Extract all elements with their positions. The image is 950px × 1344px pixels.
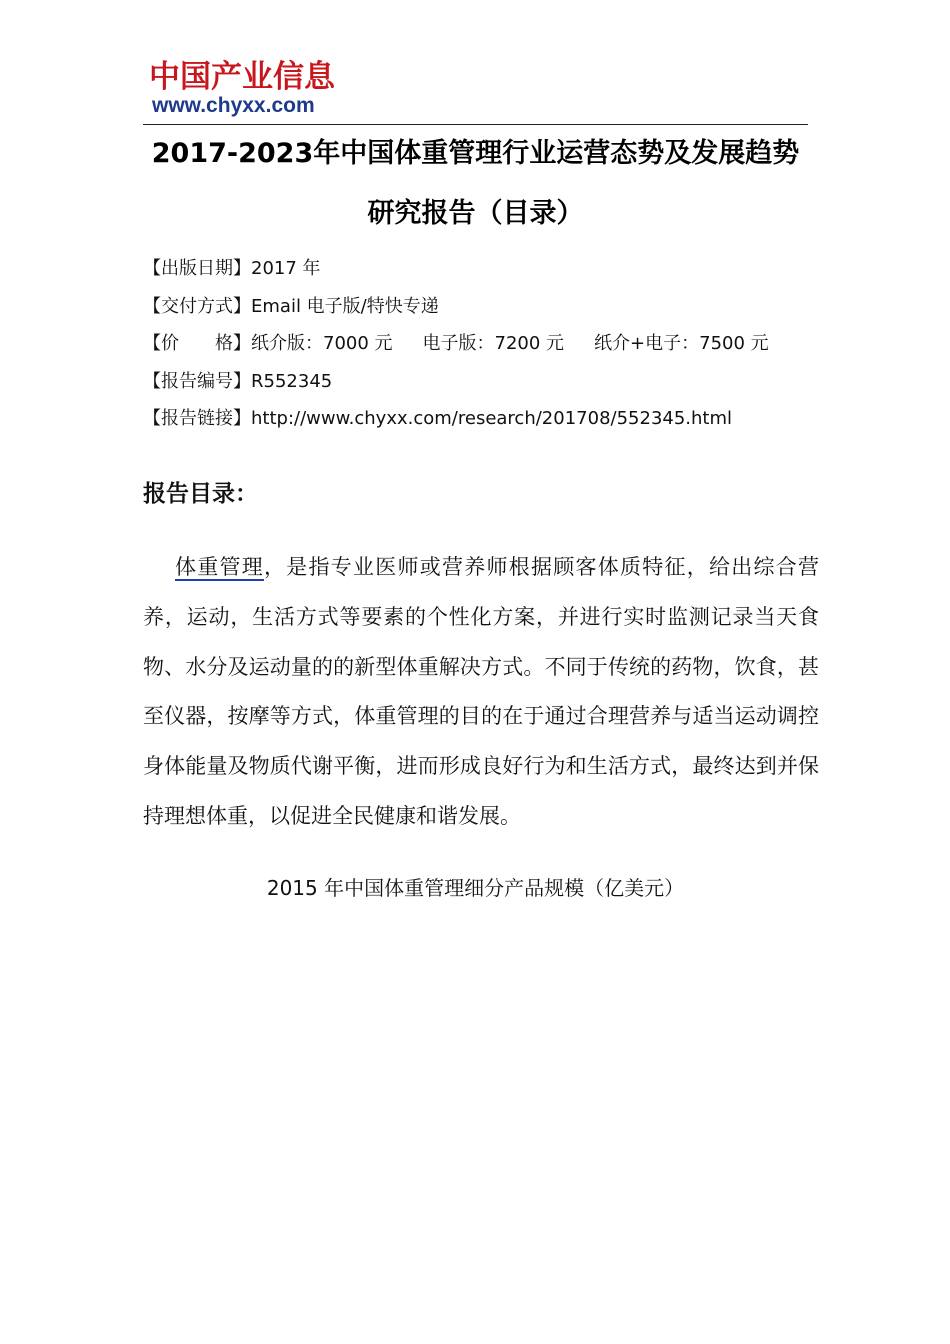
document-title [143,124,808,244]
report-meta [143,250,823,438]
meta-row-report-no [143,363,823,401]
meta-date-value: 2017 年 [251,258,321,279]
title-line-1: 2017-2023年中国体重管理行业运营态势及发展趋势 [151,138,800,169]
intro-text: ，是指专业医师或营养师根据顾客体质特征，给出综合营养，运动，生活方式等要素的个性化方案，并进行实时监测记录当天食物、水分及运动量的的新型体重解决方式。不同于传统的药物，饮食，甚至仪器，按摩等方式，体重管理的目的在于通过合理营养与适当运动调控身体能量及物质代谢平衡，进而形成良好行为和生活方式，最终达到并保持理想体重，以促进全民健康和谐发展。 [143,555,819,828]
intro-term-link[interactable]: 体重管理 [175,555,264,579]
site-logo[interactable] [143,52,353,124]
meta-report-no-label: 【报告编号】 [143,370,251,392]
meta-price-label: 【价 格】 [143,333,251,354]
meta-report-link-value[interactable]: http://www.chyxx.com/research/201708/552345.html [251,408,733,429]
meta-row-delivery [143,288,823,326]
section-heading: 报告目录： [143,481,258,507]
meta-delivery-value: Email 电子版/特快专递 [251,295,439,317]
meta-delivery-label: 【交付方式】 [143,295,251,317]
meta-row-date [143,250,823,288]
meta-date-label: 【出版日期】 [143,258,251,279]
logo-chinese-text: 中国产业信息 [149,59,335,95]
meta-price-paper: 纸介版：7000 元 [251,333,393,354]
meta-row-report-link [143,400,823,438]
figure-caption: 2015 年中国体重管理细分产品规模（亿美元） [266,876,685,900]
intro-paragraph [143,543,819,842]
title-line-2: 研究报告（目录） [367,198,584,229]
meta-price-electronic: 电子版：7200 元 [422,333,565,354]
logo-url-text: www.chyxx.com [152,94,315,117]
meta-price-both: 纸介+电子：7500 元 [594,333,769,354]
meta-report-link-label: 【报告链接】 [143,408,251,429]
meta-row-price [143,325,823,363]
meta-report-no-value: R552345 [251,370,333,392]
